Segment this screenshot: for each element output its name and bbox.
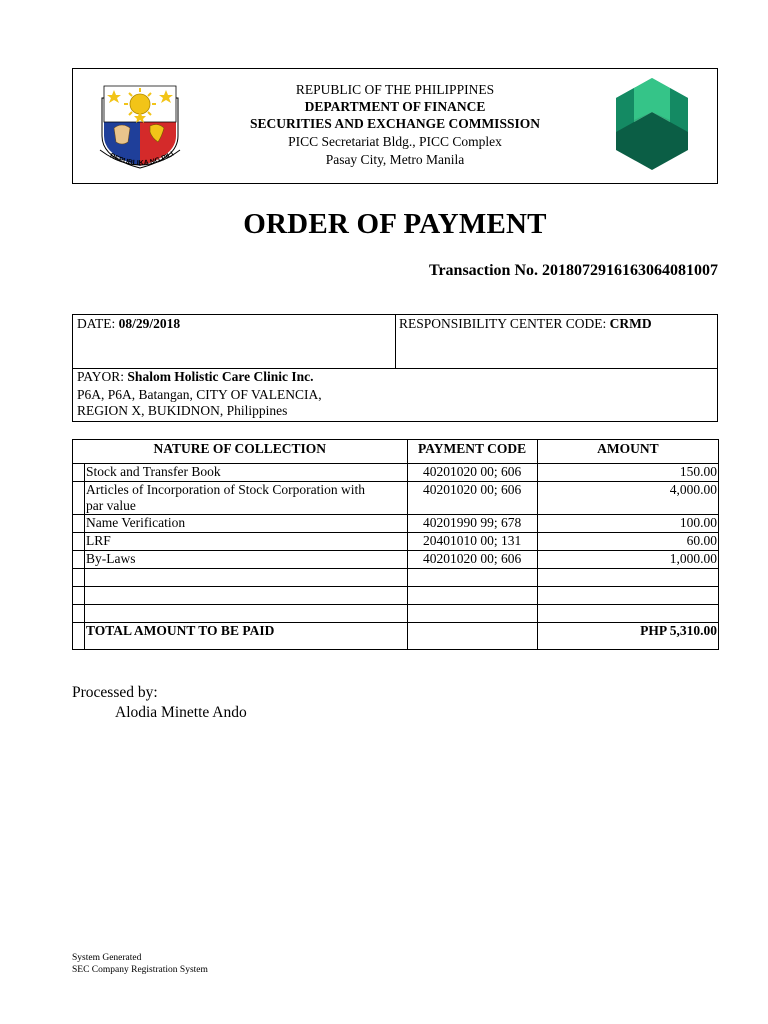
amount-cell: 4,000.00 — [537, 482, 718, 515]
rcc-value: CRMD — [609, 316, 652, 331]
amount-cell: 1,000.00 — [537, 551, 718, 569]
header-address1: PICC Secretariat Bldg., PICC Complex — [288, 134, 502, 149]
rcc-field — [399, 316, 652, 332]
payor-label: PAYOR: — [77, 369, 125, 384]
total-value: PHP 5,310.00 — [537, 623, 718, 650]
transaction-number — [429, 262, 718, 280]
date-field — [77, 316, 180, 332]
page-title: ORDER OF PAYMENT — [243, 208, 547, 240]
svg-text:REPUBLIKA NG PILIPINAS: REPUBLIKA NG PILI — [108, 150, 176, 168]
header-republic: REPUBLIC OF THE PHILIPPINES — [295, 82, 495, 97]
header-payment-code: PAYMENT CODE — [407, 440, 537, 464]
total-row — [73, 623, 719, 650]
table-row — [73, 482, 719, 515]
nature-cell: Name Verification — [85, 515, 407, 533]
payor-name: Shalom Holistic Care Clinic Inc. — [127, 369, 314, 384]
table-row-empty — [73, 587, 719, 605]
nature-cell: LRF — [85, 533, 407, 551]
processed-by-name: Alodia Minette Ando — [115, 704, 247, 721]
transaction-value: 2018072916163064081007 — [542, 262, 718, 279]
header-address2: Pasay City, Metro Manila — [325, 152, 465, 167]
payment-code-cell: 40201020 00; 606 — [407, 464, 537, 482]
header-amount: AMOUNT — [537, 440, 718, 464]
amount-cell: 150.00 — [537, 464, 718, 482]
payor-address-line2: REGION X, BUKIDNON, Philippines — [77, 403, 288, 418]
nature-cell: Stock and Transfer Book — [85, 464, 407, 482]
rcc-label: RESPONSIBILITY CENTER CODE: — [399, 316, 607, 331]
footer-system-name: SEC Company Registration System — [72, 965, 208, 975]
date-label: DATE: — [77, 316, 116, 331]
header-nature: NATURE OF COLLECTION — [73, 440, 408, 464]
nature-cell — [85, 482, 407, 515]
payment-code-cell: 40201020 00; 606 — [407, 551, 537, 569]
footer-system-generated: System Generated — [72, 953, 142, 963]
payment-code-cell: 40201990 99; 678 — [407, 515, 537, 533]
table-row — [73, 551, 719, 569]
table-row — [73, 515, 719, 533]
header-department: DEPARTMENT OF FINANCE — [304, 99, 486, 114]
amount-cell: 100.00 — [537, 515, 718, 533]
table-row-empty — [73, 569, 719, 587]
nature-line2: par value — [86, 498, 136, 513]
collection-table — [72, 439, 719, 650]
header-sec: SECURITIES AND EXCHANGE COMMISSION — [250, 116, 540, 131]
transaction-label: Transaction No. — [428, 262, 538, 279]
divider — [395, 314, 396, 368]
payment-code-cell: 20401010 00; 131 — [407, 533, 537, 551]
payor-address-line1: P6A, P6A, Batangan, CITY OF VALENCIA, — [77, 387, 322, 402]
table-header-row — [73, 440, 719, 464]
table-row-empty — [73, 605, 719, 623]
total-label: TOTAL AMOUNT TO BE PAID — [85, 623, 407, 650]
payor-field — [77, 369, 314, 385]
nature-cell: By-Laws — [85, 551, 407, 569]
payment-code-cell: 40201020 00; 606 — [407, 482, 537, 515]
processed-by-label: Processed by: — [72, 684, 158, 701]
table-row — [73, 464, 719, 482]
table-row — [73, 533, 719, 551]
date-value: 08/29/2018 — [118, 316, 181, 331]
nature-line1: Articles of Incorporation of Stock Corporation with — [86, 482, 365, 497]
sec-logo-icon — [608, 74, 696, 174]
amount-cell: 60.00 — [537, 533, 718, 551]
